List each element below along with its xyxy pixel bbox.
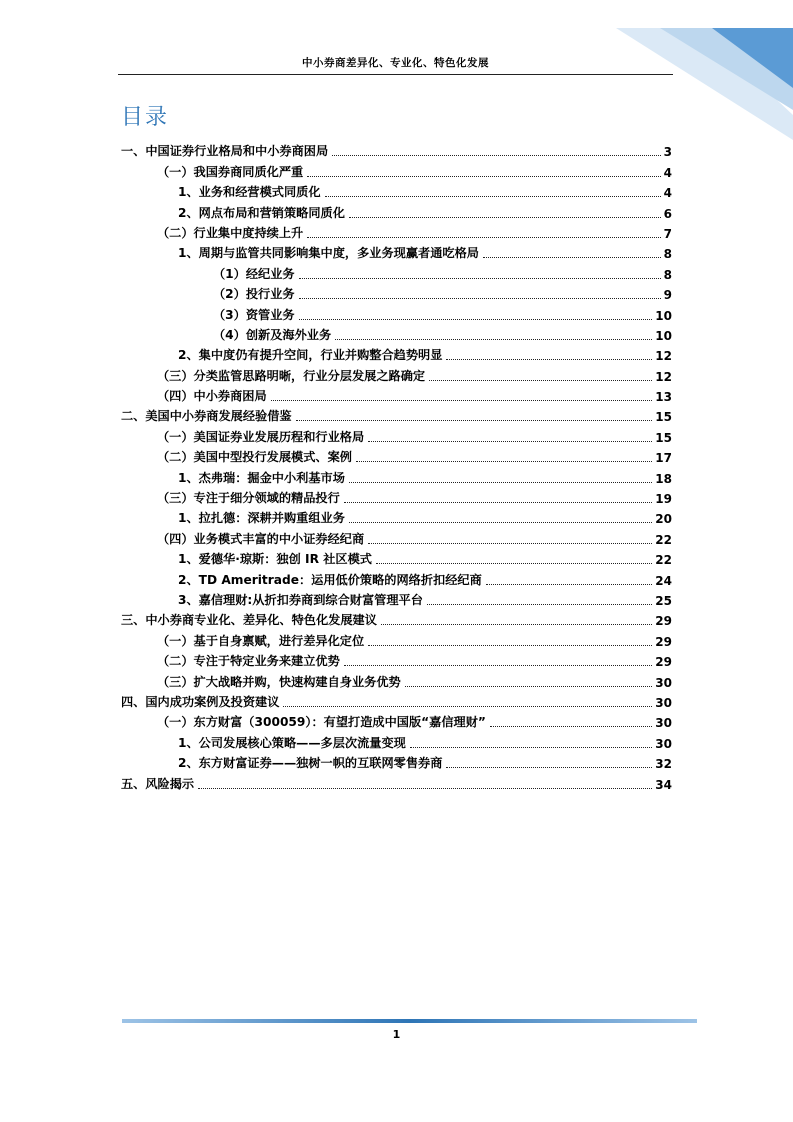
toc-leader-dots xyxy=(299,278,661,279)
toc-entry[interactable] xyxy=(121,200,672,220)
toc-entry[interactable] xyxy=(121,139,672,159)
toc-leader-dots xyxy=(332,155,660,156)
toc-entry-page: 29 xyxy=(655,655,672,670)
toc-leader-dots xyxy=(299,319,653,320)
toc-entry-title: 2、东方财富证券——独树一帜的互联网零售券商 xyxy=(178,756,443,771)
toc-entry-title: 1、爱德华·琼斯：独创 IR 社区模式 xyxy=(178,552,372,567)
toc-entry-title: （二）行业集中度持续上升 xyxy=(157,225,304,240)
toc-entry[interactable] xyxy=(121,465,672,485)
toc-entry[interactable] xyxy=(121,343,672,363)
toc-entry-page: 30 xyxy=(655,716,672,731)
toc-entry[interactable] xyxy=(121,567,672,587)
toc-heading: 目录 xyxy=(121,105,170,130)
toc-entry-title: （四）中小券商困局 xyxy=(157,389,267,404)
toc-entry[interactable] xyxy=(121,730,672,750)
toc-entry-title: 一、中国证券行业格局和中小券商困局 xyxy=(121,144,329,159)
toc-entry[interactable] xyxy=(121,282,672,302)
toc-entry-title: （3）资管业务 xyxy=(213,307,295,322)
page-number: 1 xyxy=(392,1028,401,1041)
toc-entry-page: 9 xyxy=(663,288,672,303)
toc-entry-title: （4）创新及海外业务 xyxy=(213,327,332,342)
toc-leader-dots xyxy=(198,788,652,789)
table-of-contents xyxy=(121,139,672,792)
toc-entry[interactable] xyxy=(121,323,672,343)
toc-entry-page: 10 xyxy=(655,328,672,343)
toc-entry[interactable] xyxy=(121,608,672,628)
toc-entry-title: 四、国内成功案例及投资建议 xyxy=(121,694,280,709)
toc-entry[interactable] xyxy=(121,526,672,546)
toc-leader-dots xyxy=(296,420,653,421)
toc-entry-page: 30 xyxy=(655,675,672,690)
toc-leader-dots xyxy=(283,706,652,707)
toc-leader-dots xyxy=(486,584,653,585)
toc-entry-page: 29 xyxy=(655,634,672,649)
toc-leader-dots xyxy=(483,257,661,258)
toc-entry-title: （2）投行业务 xyxy=(213,287,295,302)
toc-entry-title: （三）分类监管思路明晰，行业分层发展之路确定 xyxy=(157,368,426,383)
toc-entry-page: 24 xyxy=(655,573,672,588)
toc-entry-title: 2、TD Ameritrade：运用低价策略的网络折扣经纪商 xyxy=(178,572,482,587)
toc-entry-page: 6 xyxy=(663,206,672,221)
toc-leader-dots xyxy=(299,298,661,299)
toc-entry-page: 22 xyxy=(655,553,672,568)
toc-entry-page: 12 xyxy=(655,369,672,384)
toc-entry-page: 29 xyxy=(655,614,672,629)
toc-entry-page: 13 xyxy=(655,390,672,405)
toc-leader-dots xyxy=(349,522,652,523)
toc-entry[interactable] xyxy=(121,506,672,526)
toc-entry[interactable] xyxy=(121,159,672,179)
toc-entry-page: 32 xyxy=(655,757,672,772)
toc-entry-title: 2、集中度仍有提升空间，行业并购整合趋势明显 xyxy=(178,348,443,363)
toc-entry-title: 1、业务和经营模式同质化 xyxy=(178,185,321,200)
toc-leader-dots xyxy=(344,502,652,503)
toc-entry-title: （三）专注于细分领域的精品投行 xyxy=(157,491,340,506)
toc-entry[interactable] xyxy=(121,445,672,465)
toc-entry-page: 25 xyxy=(655,593,672,608)
toc-entry-page: 4 xyxy=(663,165,672,180)
toc-entry-title: （一）我国券商同质化严重 xyxy=(157,164,304,179)
toc-leader-dots xyxy=(349,217,661,218)
toc-entry-title: （一）东方财富（300059）：有望打造成中国版“嘉信理财” xyxy=(157,715,486,730)
toc-entry-page: 20 xyxy=(655,512,672,527)
toc-entry-page: 19 xyxy=(655,492,672,507)
toc-entry[interactable] xyxy=(121,649,672,669)
toc-entry-page: 34 xyxy=(655,777,672,792)
toc-entry-page: 7 xyxy=(663,226,672,241)
toc-entry[interactable] xyxy=(121,363,672,383)
toc-leader-dots xyxy=(410,747,652,748)
toc-entry-title: （三）扩大战略并购，快速构建自身业务优势 xyxy=(157,674,401,689)
toc-entry-page: 4 xyxy=(663,186,672,201)
toc-entry[interactable] xyxy=(121,690,672,710)
toc-leader-dots xyxy=(429,380,652,381)
toc-entry-page: 22 xyxy=(655,532,672,547)
toc-entry-title: （二）专注于特定业务来建立优势 xyxy=(157,654,340,669)
toc-entry[interactable] xyxy=(121,771,672,791)
toc-entry-title: （1）经纪业务 xyxy=(213,266,295,281)
toc-entry[interactable] xyxy=(121,180,672,200)
header-title: 中小券商差异化、专业化、特色化发展 xyxy=(302,57,489,69)
toc-leader-dots xyxy=(446,359,652,360)
toc-leader-dots xyxy=(307,237,660,238)
toc-leader-dots xyxy=(381,624,652,625)
toc-entry-page: 15 xyxy=(655,430,672,445)
footer-divider xyxy=(122,1019,697,1023)
toc-leader-dots xyxy=(368,441,652,442)
toc-leader-dots xyxy=(446,767,652,768)
toc-entry[interactable] xyxy=(121,384,672,404)
toc-entry-page: 18 xyxy=(655,471,672,486)
toc-entry-title: 3、嘉信理财:从折扣券商到综合财富管理平台 xyxy=(178,592,423,607)
toc-entry[interactable] xyxy=(121,669,672,689)
toc-entry-page: 30 xyxy=(655,736,672,751)
toc-entry-title: 2、网点布局和营销策略同质化 xyxy=(178,205,345,220)
toc-entry-page: 12 xyxy=(655,349,672,364)
toc-entry[interactable] xyxy=(121,588,672,608)
toc-leader-dots xyxy=(349,482,652,483)
toc-entry[interactable] xyxy=(121,486,672,506)
toc-entry[interactable] xyxy=(121,221,672,241)
toc-entry-page: 8 xyxy=(663,247,672,262)
toc-entry[interactable] xyxy=(121,710,672,730)
toc-leader-dots xyxy=(490,726,652,727)
toc-entry-title: 五、风险揭示 xyxy=(121,776,195,791)
toc-leader-dots xyxy=(325,196,661,197)
toc-entry-title: 1、公司发展核心策略——多层次流量变现 xyxy=(178,735,406,750)
toc-leader-dots xyxy=(368,543,652,544)
toc-entry[interactable] xyxy=(121,404,672,424)
toc-entry-title: 1、周期与监管共同影响集中度，多业务现赢者通吃格局 xyxy=(178,246,479,261)
toc-entry-title: （一）基于自身禀赋，进行差异化定位 xyxy=(157,633,365,648)
toc-entry-page: 30 xyxy=(655,695,672,710)
toc-leader-dots xyxy=(427,604,652,605)
toc-entry-title: 1、拉扎德：深耕并购重组业务 xyxy=(178,511,345,526)
toc-leader-dots xyxy=(335,339,652,340)
toc-leader-dots xyxy=(344,665,652,666)
toc-leader-dots xyxy=(271,400,653,401)
toc-entry-title: （一）美国证券业发展历程和行业格局 xyxy=(157,429,365,444)
toc-entry-title: 1、杰弗瑞：掘金中小利基市场 xyxy=(178,470,345,485)
toc-entry-title: 三、中小券商专业化、差异化、特色化发展建议 xyxy=(121,613,377,628)
toc-entry-page: 10 xyxy=(655,308,672,323)
toc-entry[interactable] xyxy=(121,424,672,444)
toc-entry[interactable] xyxy=(121,547,672,567)
toc-entry-page: 15 xyxy=(655,410,672,425)
toc-entry-title: （四）业务模式丰富的中小证券经纪商 xyxy=(157,531,365,546)
toc-leader-dots xyxy=(356,461,652,462)
header-divider xyxy=(118,74,673,75)
header-corner-decoration xyxy=(0,0,793,140)
toc-entry[interactable] xyxy=(121,628,672,648)
toc-entry-page: 17 xyxy=(655,451,672,466)
toc-entry-title: （二）美国中型投行发展模式、案例 xyxy=(157,450,352,465)
toc-entry[interactable] xyxy=(121,241,672,261)
toc-entry-title: 二、美国中小券商发展经验借鉴 xyxy=(121,409,292,424)
toc-entry[interactable] xyxy=(121,751,672,771)
toc-entry[interactable] xyxy=(121,261,672,281)
toc-leader-dots xyxy=(405,686,653,687)
toc-leader-dots xyxy=(368,645,652,646)
toc-entry-page: 3 xyxy=(663,145,672,160)
toc-entry-page: 8 xyxy=(663,267,672,282)
toc-leader-dots xyxy=(376,563,652,564)
toc-entry[interactable] xyxy=(121,302,672,322)
toc-leader-dots xyxy=(307,176,660,177)
